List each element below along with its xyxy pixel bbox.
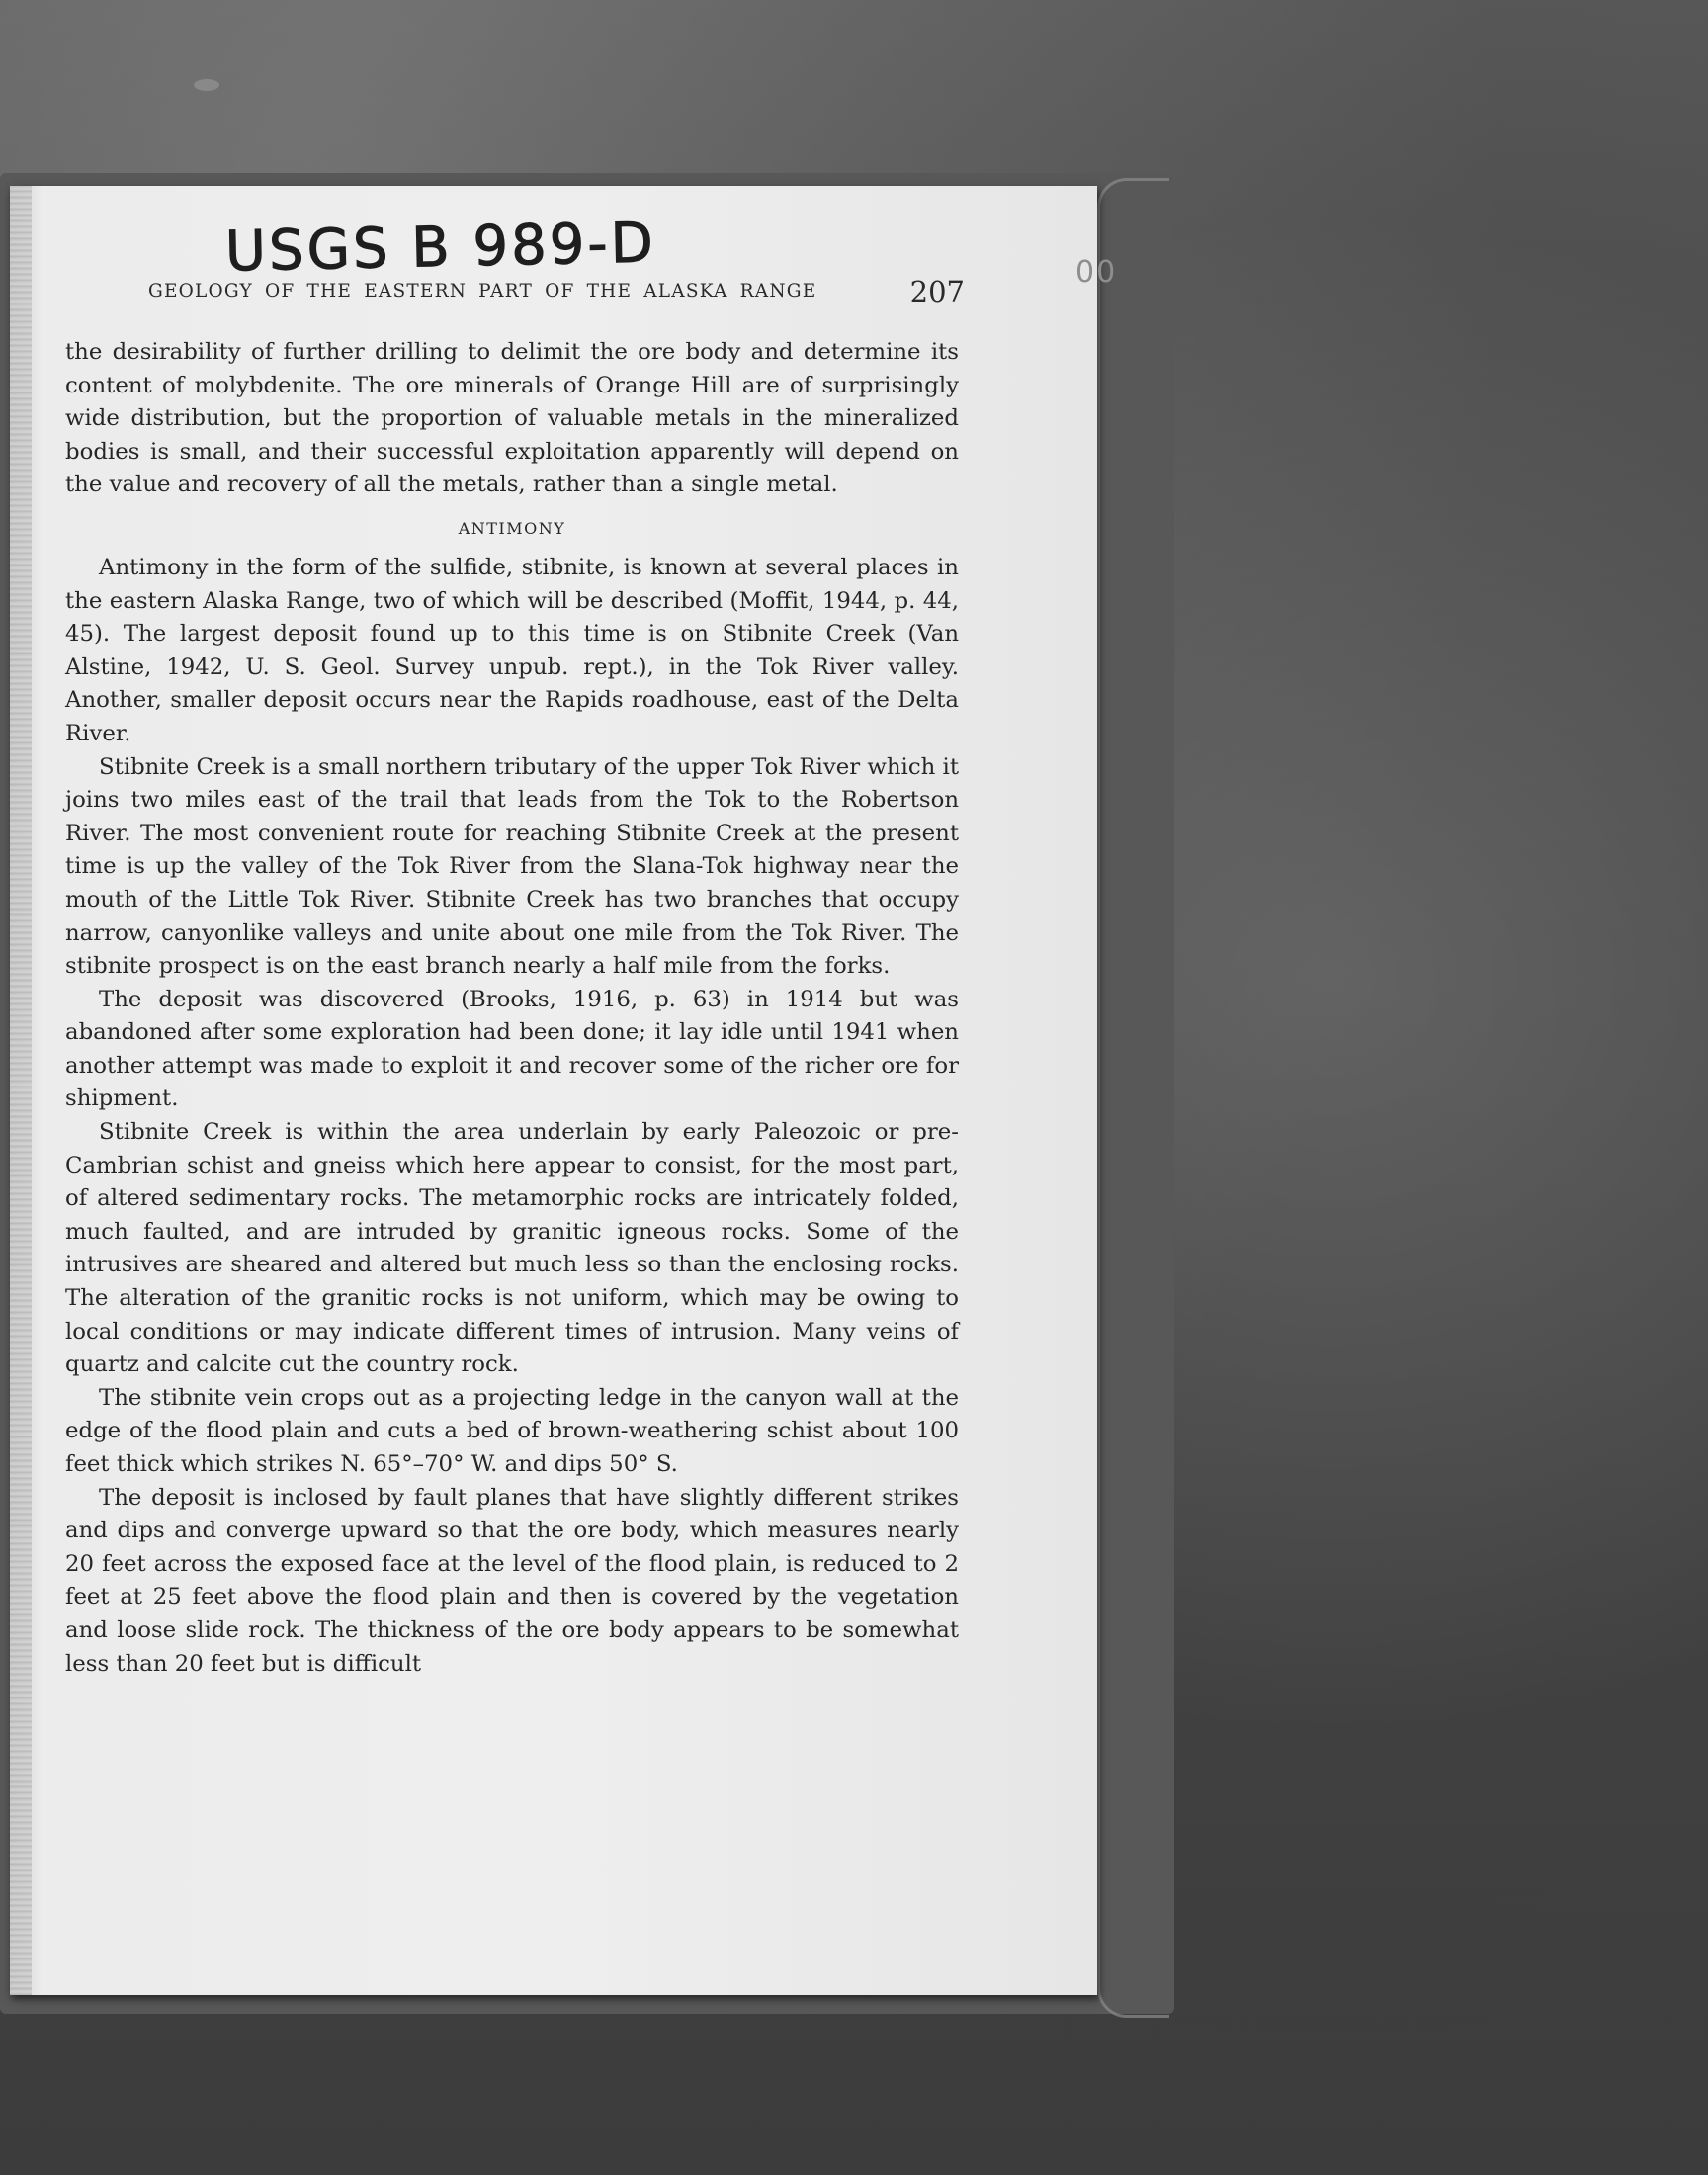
paragraph: The deposit is inclosed by fault planes that have slightly different strikes and dips and converge upward so that the ore body, which measures nearly 20 feet across the exposed face at the level of the flood plain, is reduced to 2 feet at 25 feet above the flood plain and then is covered by the vegetation and loose slide rock. The thickness of the ore body appears to be somewhat less than 20 feet but is difficult xyxy=(65,1484,959,1677)
margin-mark: 00 xyxy=(1075,255,1118,290)
paragraph: The stibnite vein crops out as a projecting ledge in the canyon wall at the edge of the flood plain and cuts a bed of brown-weathering schist about 100 feet thick which strikes N. 65°–70° W. and dips 50° S. xyxy=(65,1384,959,1477)
section-heading: ANTIMONY xyxy=(458,518,566,538)
page-number: 207 xyxy=(909,275,965,308)
paragraph: The deposit was discovered (Brooks, 1916, p. 63) in 1914 but was abandoned after some exploration had been done; it lay idle until 1941 when another attempt was made to exploit it and recover some of the richer ore for shipment. xyxy=(65,986,959,1112)
backing-card-edge xyxy=(1097,178,1169,2018)
binding-edge xyxy=(10,186,32,1995)
body-text xyxy=(65,336,959,1681)
paragraph-continued: the desirability of further drilling to delimit the ore body and determine its content of molybdenite. The ore minerals of Orange Hill are of surprisingly wide distribution, but the proportion of valuable metals in the mineralized bodies is small, and their successful exploitation apparently will depend on the value and recovery of all the metals, rather than a single metal. xyxy=(65,339,959,498)
running-head xyxy=(148,275,965,308)
paragraph: Stibnite Creek is within the area underlain by early Paleozoic or pre-Cambrian schist and gneiss which here appear to consist, for the most part, of altered sedimentary rocks. The metamorphic rocks are intricately folded, much faulted, and are intruded by granitic igneous rocks. Some of the intrusives are sheared and altered but much less so than the enclosing rocks. The alteration of the granitic rocks is not uniform, which may be owing to local conditions or may indicate different times of intrusion. Many veins of quartz and calcite cut the country rock. xyxy=(65,1119,959,1378)
paragraph: Antimony in the form of the sulfide, stibnite, is known at several places in the eastern Alaska Range, two of which will be described (Moffit, 1944, p. 44, 45). The largest deposit found up to this time is on Stibnite Creek (Van Alstine, 1942, U. S. Geol. Survey unpub. rept.), in the Tok River valley. Another, smaller deposit occurs near the Rapids roadhouse, east of the Delta River. xyxy=(65,554,959,746)
paragraph: Stibnite Creek is a small northern tributary of the upper Tok River which it joins two miles east of the trail that leads from the Tok to the Robertson River. The most convenient route for reaching Stibnite Creek at the present time is up the valley of the Tok River from the Slana-Tok highway near the mouth of the Little Tok River. Stibnite Creek has two branches that occupy narrow, canyonlike valleys and unite about one mile from the Tok River. The stibnite prospect is on the east branch nearly a half mile from the forks. xyxy=(65,753,959,980)
running-head-title: GEOLOGY OF THE EASTERN PART OF THE ALASKA RANGE xyxy=(148,281,817,302)
handwritten-label: USGS B 989-D xyxy=(224,211,657,285)
scan-speck xyxy=(194,79,219,91)
